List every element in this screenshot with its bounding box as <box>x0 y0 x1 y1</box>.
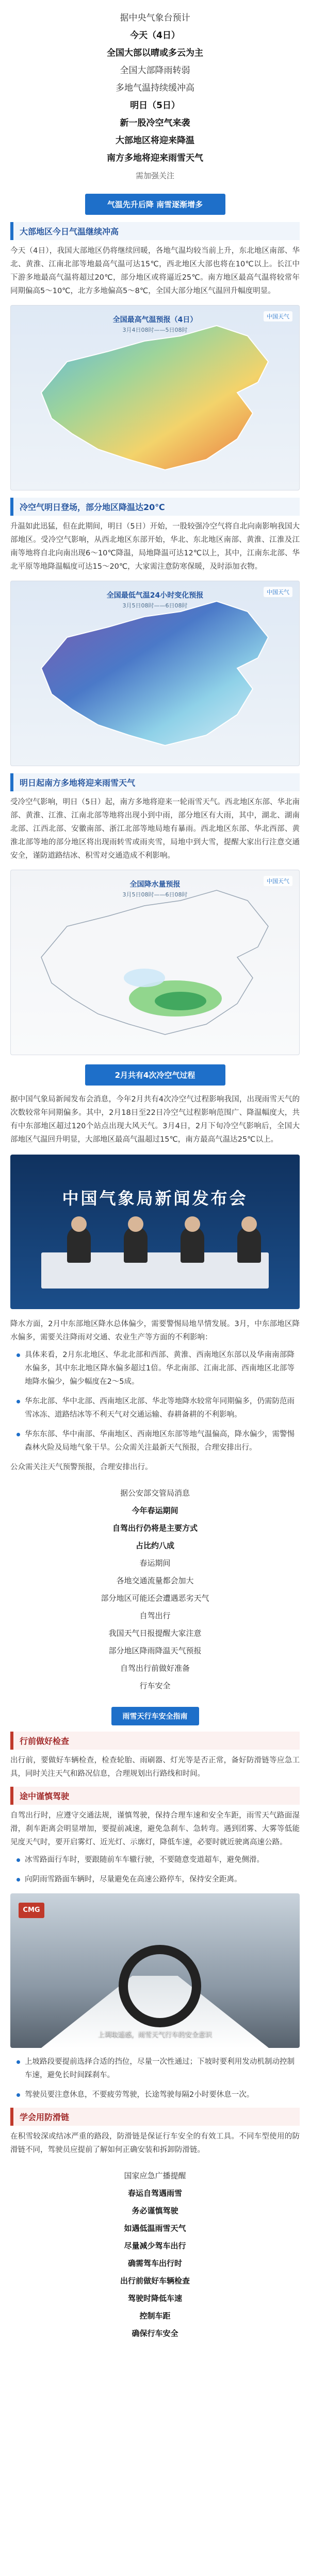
paragraph-rain: 受冷空气影响，明日（5日）起，南方多地将迎来一轮雨雪天气。西北地区东部、华北南部、黄淮、江淮、江南北部等地将出现小到中雨，部分地区有大雨，其中，湖北、湖南北部、江西北部、安徽南部、浙江北部等地局地有暴雨。西北地区东部、华北西部、黄淮北部等地的部分地区将出现雨转雪或雨夹雪，局地中到大雪，提醒大家出行注意交通安全，谨防道路结冰、积雪对交通造成不利影响。 <box>10 798 300 860</box>
press-conference-photo <box>10 1155 300 1309</box>
photo-caption: 上调取遥感，雨雪天气行车的安全意识 <box>97 2031 212 2039</box>
travel-line: 春运期间 <box>139 1558 171 1568</box>
safety-banner: 雨雪天行车安全指南 <box>111 1707 199 1725</box>
bullet-item: 上坡路段要提前选择合适的挡位，尽量一次性通过；下坡时要利用发动机制动控制车速，避免长时间踩刹车。 <box>15 2055 295 2082</box>
map-title: 全国最低气温24小时变化预报 <box>106 591 204 600</box>
bullet-list <box>15 2055 295 2102</box>
travel-line: 部分地区降雨降温天气预报 <box>108 1646 202 1655</box>
bullet-list <box>15 1348 295 1454</box>
speaker-figure <box>124 1227 148 1263</box>
travel-line: 自驾出行 <box>139 1611 171 1620</box>
paragraph-safety-drive: 自驾出行时，应遵守交通法规，谨慎驾驶，保持合理车速和安全车距，雨雪天气路面湿滑，刹车距离会明显增加，要提前减速，避免急刹车、急转弯。遇到团雾、大雾等低能见度天气时，要开启雾灯、近光灯、示廓灯，降低车速，必要时就近驶离高速公路。 <box>10 1811 300 1846</box>
speaker-head <box>128 1216 143 1232</box>
map-title: 全国降水量预报 <box>129 880 181 889</box>
reminder-line: 春运自驾遇雨雪 <box>127 2189 182 2198</box>
paragraph-closing: 公众需关注天气预警预报，合理安排出行。 <box>10 1463 153 1471</box>
paragraph-safety-check: 出行前，要做好车辆检查，检查轮胎、雨刷器、灯光等是否正常，备好防滑链等应急工具，同时关注天气和路况信息，合理规划出行路线和时间。 <box>10 1756 300 1778</box>
bullet-item: 具体来看，2月东北地区、华北北部和西部、黄淮、西南地区东部以及华南南部降水偏多，其中东北地区降水偏多超过1倍。华北南部、江南北部、西南地区北部等地降水偏少，偏少幅度在2～5成。 <box>15 1348 295 1388</box>
speaker-figure <box>181 1227 204 1263</box>
press-title: 中国气象局新闻发布会 <box>62 1189 248 1208</box>
section-title-today: 大部地区今日气温继续冲高 <box>10 222 300 240</box>
bullet-item: 华东东部、华中南部、华南地区、西南地区东部等地气温偏高，降水偏少，需警惕森林火险及局地气象干旱。公众需关注最新天气预报，合理安排出行。 <box>15 1428 295 1454</box>
weather-logo: 中国天气 <box>264 311 292 321</box>
bullet-item: 冰雪路面行车时，要跟随前车车辙行驶，不要随意变道超车，避免侧滑。 <box>15 1853 295 1867</box>
paragraph-tomorrow: 升温如此迅猛，但在此期间，明日（5日）开始，一股较强冷空气将自北向南影响我国大部地区。受冷空气影响，从西北地区东部开始，华北、东北地区南部、黄淮、江淮及江南等地将自北向南出现6～10℃降温，局地降温可达12℃以上，其中，江南东北部、华北平原等地降温幅度可达15～20℃，大家需注意防寒保暖，及时添加衣物。 <box>10 522 300 571</box>
bullet-list <box>15 1853 295 1886</box>
precipitation-map <box>10 870 300 1055</box>
map-subtitle: 3月5日08时——6日08时 <box>122 602 188 609</box>
reminder-line: 如遇低温雨雪天气 <box>124 2224 186 2233</box>
travel-list <box>12 1484 298 1694</box>
travel-line: 自驾出行前做好准备 <box>120 1664 190 1673</box>
temperature-map <box>10 305 300 490</box>
travel-line: 行车安全 <box>139 1681 171 1690</box>
intro-line: 全国大部以晴或多云为主 <box>107 48 203 58</box>
travel-line: 各地交通流量都会加大 <box>116 1576 194 1585</box>
reminder-line: 确保行车安全 <box>132 2329 178 2338</box>
map-subtitle: 3月4日08时——5日08时 <box>122 327 188 333</box>
travel-line: 据公安部交管局消息 <box>120 1488 190 1498</box>
bullet-item: 向阴雨雪路面车辆时，尽量避免在高速公路停车，保持安全距离。 <box>15 1873 295 1886</box>
travel-line: 今年春运期间 <box>132 1506 178 1515</box>
intro-line: 多地气温持续缓冲高 <box>116 83 194 93</box>
map-subtitle: 3月5日08时——6日08时 <box>122 891 188 898</box>
section-title-rain: 明日起南方多地将迎来雨雪天气 <box>10 773 300 791</box>
temperature-change-map <box>10 581 300 766</box>
speaker-figure <box>237 1227 261 1263</box>
paragraph-snow-chain: 在积雪较深或结冰严重的路段，防滑链是保证行车安全的有效工具。不同车型使用的防滑链不同，驾驶员应提前了解如何正确安装和拆卸防滑链。 <box>10 2132 300 2154</box>
section-title-safety-drive: 途中谨慎驾驶 <box>10 1787 300 1805</box>
weather-logo: 中国天气 <box>264 587 292 597</box>
cmg-badge: CMG <box>19 1903 44 1918</box>
reminder-list <box>12 2167 298 2342</box>
reminder-line: 控制车距 <box>139 2311 171 2320</box>
paragraph-cold-air: 据中国气象局新闻发布会消息，今年2月共有4次冷空气过程影响我国，出现雨雪天气的次数较常年同期偏多。其中，2月18日至22日冷空气过程影响范围广、降温幅度大，共有中东部地区超过120个站点出现大风天气。3月4日，2月下旬冷空气影响后，全国大部地区气温回升明显，大部地区最高气温超过15℃，南方最高气温达25℃以上。 <box>10 1095 300 1144</box>
reminder-line: 务必谨慎驾驶 <box>132 2206 178 2215</box>
section-title-tomorrow: 冷空气明日登场，部分地区降温达20℃ <box>10 498 300 516</box>
paragraph-today: 今天（4日），我国大部地区仍将继续回暖，各地气温均较当前上升，东北地区南部、华北、黄淮、江南北部等地最高气温可达15℃，西北地区大部也将在10℃以上。长江中下游多地最高气温将超过20℃，部分地区或将逼近25℃。南方地区最高气温将较常年同期偏高5～10℃，北方多地偏高5～8℃，全国大部分地区气温回升幅度明显。 <box>10 247 300 295</box>
section-title-safety-check: 行前做好检查 <box>10 1732 300 1750</box>
driving-photo <box>10 1893 300 2048</box>
intro-line: 大部地区将迎来降温 <box>116 135 194 146</box>
travel-line: 部分地区可能还会遭遇恶劣天气 <box>101 1594 209 1603</box>
travel-line: 占比约八成 <box>135 1541 174 1550</box>
bullet-item: 华东北部、华中北部、西南地区北部、华北等地降水较常年同期偏多，仍需防范雨雪冰冻、道路结冰等不利天气对交通运输、春耕备耕的不利影响。 <box>15 1395 295 1421</box>
travel-line: 我国天气日报提醒大家注意 <box>108 1629 202 1638</box>
steering-wheel-icon <box>119 1945 201 2027</box>
intro-line: 需加强关注 <box>135 171 174 180</box>
intro-line: 据中央气象台预计 <box>120 13 190 23</box>
map-title: 全国最高气温预报（4日） <box>112 316 198 324</box>
section-banner: 2月共有4次冷空气过程 <box>85 1064 225 1086</box>
section-title-snow-chain: 学会用防滑链 <box>10 2108 300 2126</box>
speaker-head <box>241 1216 257 1232</box>
paragraph-press: 降水方面，2月中东部地区降水总体偏少，需要警惕局地旱情发展。3月，中东部地区降水偏多，需要关注降雨对交通、农业生产等方面的不利影响： <box>10 1320 300 1342</box>
section-banner: 气温先升后降 南雪逐渐增多 <box>85 194 225 215</box>
reminder-line: 出行前做好车辆检查 <box>120 2276 190 2285</box>
speaker-head <box>185 1216 200 1232</box>
travel-line: 自驾出行仍将是主要方式 <box>112 1523 198 1533</box>
intro-line: 今天（4日） <box>130 30 180 41</box>
reminder-line: 尽量减少驾车出行 <box>124 2241 186 2250</box>
reminder-line: 驾驶时降低车速 <box>127 2294 182 2303</box>
speaker-figure <box>67 1227 91 1263</box>
intro-line: 南方多地将迎来雨雪天气 <box>107 153 203 163</box>
weather-logo: 中国天气 <box>264 876 292 886</box>
intro-line: 全国大部降雨转弱 <box>120 65 190 76</box>
intro-block <box>0 0 310 184</box>
intro-line: 明日（5日） <box>130 100 180 111</box>
intro-line: 新一股冷空气来袭 <box>120 118 190 128</box>
reminder-line: 确需驾车出行时 <box>127 2259 182 2268</box>
reminder-line: 国家应急广播提醒 <box>124 2171 186 2180</box>
bullet-item: 驾驶员要注意休息，不要疲劳驾驶，长途驾驶每隔2小时要休息一次。 <box>15 2088 295 2102</box>
speaker-head <box>71 1216 87 1232</box>
